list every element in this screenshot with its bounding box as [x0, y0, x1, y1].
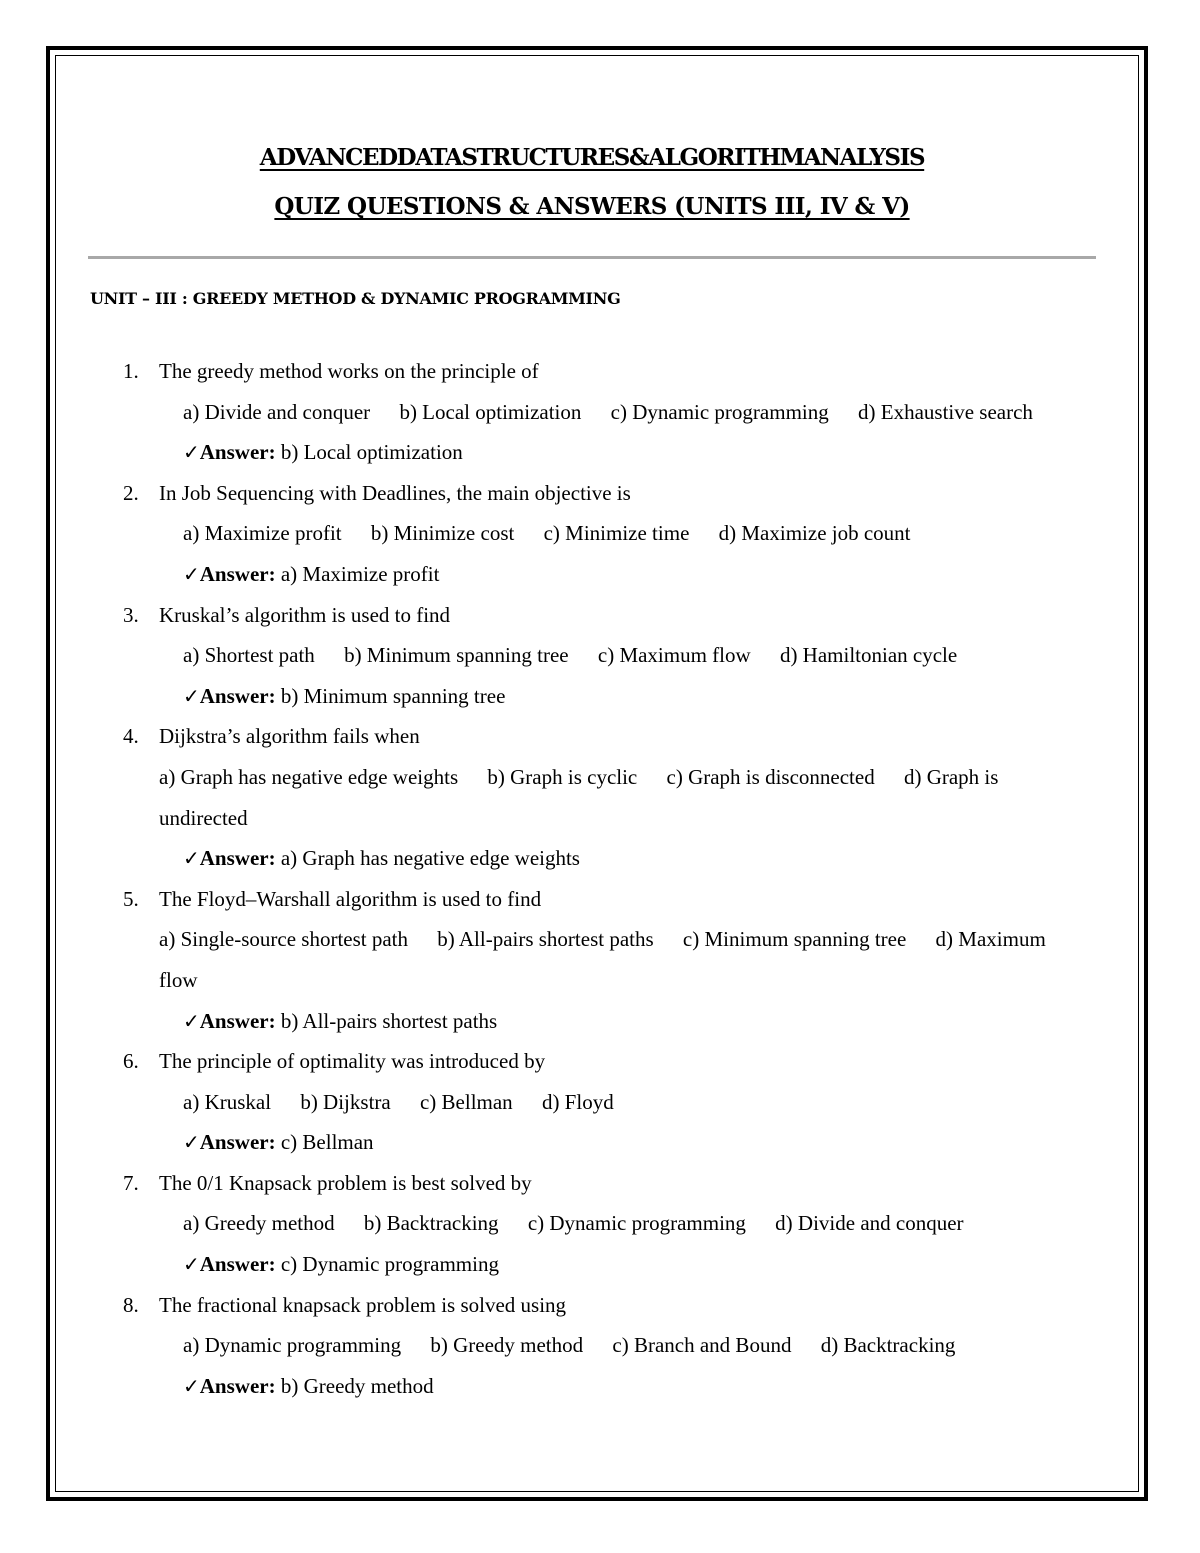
answer-line	[159, 432, 1200, 473]
option-d: d) Maximize job count	[718, 521, 911, 546]
option-b: b) All-pairs shortest paths	[437, 927, 654, 952]
option-a: a) Dynamic programming	[183, 1333, 402, 1358]
option-b: b) Local optimization	[399, 399, 582, 424]
unit-heading: UNIT – III : GREEDY METHOD & DYNAMIC PROGRAMMING	[90, 289, 621, 308]
answer-label: Answer:	[199, 561, 276, 586]
question-number: 1.	[123, 359, 139, 383]
option-b: b) Minimum spanning tree	[344, 643, 569, 668]
question-number: 8.	[123, 1292, 139, 1317]
answer-label: Answer:	[199, 1252, 276, 1277]
question-number: 7.	[123, 1170, 139, 1195]
option-a: a) Single-source shortest path	[159, 927, 409, 952]
question-options	[159, 513, 1200, 554]
check-mark-icon: ✓	[183, 1008, 200, 1033]
question-options	[159, 392, 1200, 433]
option-d: d) Exhaustive search	[858, 399, 1033, 424]
option-a: a) Maximize profit	[183, 521, 342, 546]
answer-line	[159, 1001, 1200, 1042]
check-mark-icon: ✓	[183, 1252, 200, 1277]
check-mark-icon: ✓	[183, 1130, 200, 1155]
question-item	[0, 879, 1200, 1041]
answer-text: b) Local optimization	[280, 440, 463, 465]
answer-line	[159, 838, 1200, 879]
answer-label: Answer:	[199, 846, 276, 871]
check-mark-icon: ✓	[183, 440, 200, 465]
question-number: 6.	[123, 1049, 139, 1074]
question-text: The greedy method works on the principle of	[159, 359, 539, 383]
option-c: c) Minimum spanning tree	[682, 927, 907, 952]
question-item	[0, 595, 1200, 717]
answer-text: c) Bellman	[280, 1130, 374, 1155]
question-number: 5.	[123, 886, 139, 911]
answer-label: Answer:	[199, 440, 276, 465]
option-a: a) Divide and conquer	[183, 399, 371, 424]
check-mark-icon: ✓	[183, 561, 200, 586]
question-number: 3.	[123, 602, 139, 627]
answer-line	[159, 554, 1200, 595]
option-b: b) Backtracking	[363, 1211, 499, 1236]
question-options	[159, 635, 1200, 676]
answer-label: Answer:	[199, 1008, 276, 1033]
answer-line	[159, 1366, 1200, 1407]
question-text: Dijkstra’s algorithm fails when	[159, 724, 420, 749]
option-d: d) Backtracking	[820, 1333, 956, 1358]
answer-line	[159, 676, 1200, 717]
answer-text: c) Dynamic programming	[280, 1252, 499, 1277]
option-b: b) Minimize cost	[370, 521, 515, 546]
option-c: c) Dynamic programming	[610, 399, 829, 424]
document-subtitle: QUIZ QUESTIONS & ANSWERS (UNITS III, IV & V)	[274, 193, 910, 220]
option-a: a) Shortest path	[183, 643, 315, 668]
option-d: d) Floyd	[541, 1089, 614, 1114]
question-options	[159, 919, 1089, 1000]
option-d: d) Hamiltonian cycle	[779, 643, 958, 668]
check-mark-icon: ✓	[183, 683, 200, 708]
question-text: The fractional knapsack problem is solved using	[159, 1292, 567, 1317]
question-options	[159, 757, 1089, 838]
option-c: c) Maximum flow	[597, 643, 751, 668]
horizontal-rule	[88, 256, 1096, 259]
question-text: In Job Sequencing with Deadlines, the main objective is	[159, 480, 631, 505]
question-text: The Floyd–Warshall algorithm is used to find	[159, 886, 542, 911]
option-a: a) Greedy method	[183, 1211, 335, 1236]
option-d: d) Maximum flow	[159, 927, 1046, 992]
answer-text: b) All-pairs shortest paths	[280, 1008, 498, 1033]
answer-text: b) Greedy method	[280, 1373, 434, 1398]
answer-text: a) Graph has negative edge weights	[280, 846, 580, 871]
document-title: ADVANCEDDATASTRUCTURES&ALGORITHMANALYSIS	[259, 144, 925, 171]
question-item	[0, 1163, 1200, 1285]
question-text: The principle of optimality was introduced by	[159, 1049, 546, 1074]
option-c: c) Graph is disconnected	[666, 764, 875, 789]
question-item	[0, 351, 1200, 473]
option-c: c) Dynamic programming	[527, 1211, 746, 1236]
option-c: c) Minimize time	[543, 521, 690, 546]
question-item	[0, 1041, 1200, 1163]
answer-text: b) Minimum spanning tree	[280, 683, 506, 708]
check-mark-icon: ✓	[183, 1373, 200, 1398]
question-text: Kruskal’s algorithm is used to find	[159, 602, 451, 627]
option-a: a) Graph has negative edge weights	[159, 764, 459, 789]
question-number: 4.	[123, 724, 139, 749]
answer-line	[159, 1244, 1200, 1285]
option-c: c) Branch and Bound	[612, 1333, 792, 1358]
option-d: d) Graph is undirected	[159, 764, 999, 830]
option-a: a) Kruskal	[183, 1089, 272, 1114]
answer-label: Answer:	[199, 683, 276, 708]
option-c: c) Bellman	[419, 1089, 513, 1114]
question-text: The 0/1 Knapsack problem is best solved by	[159, 1170, 532, 1195]
answer-line	[159, 1122, 1200, 1163]
option-d: d) Divide and conquer	[775, 1211, 964, 1236]
answer-label: Answer:	[199, 1130, 276, 1155]
question-item	[0, 1285, 1200, 1407]
question-options	[159, 1325, 1200, 1366]
question-item	[0, 716, 1200, 878]
answer-text: a) Maximize profit	[280, 561, 440, 586]
option-b: b) Graph is cyclic	[487, 764, 638, 789]
question-number: 2.	[123, 480, 139, 505]
question-options	[159, 1203, 1200, 1244]
question-list	[0, 351, 1200, 1406]
question-item	[0, 473, 1200, 595]
option-b: b) Greedy method	[430, 1333, 584, 1358]
check-mark-icon: ✓	[183, 846, 200, 871]
question-options	[159, 1082, 1200, 1123]
answer-label: Answer:	[199, 1373, 276, 1398]
option-b: b) Dijkstra	[300, 1089, 391, 1114]
